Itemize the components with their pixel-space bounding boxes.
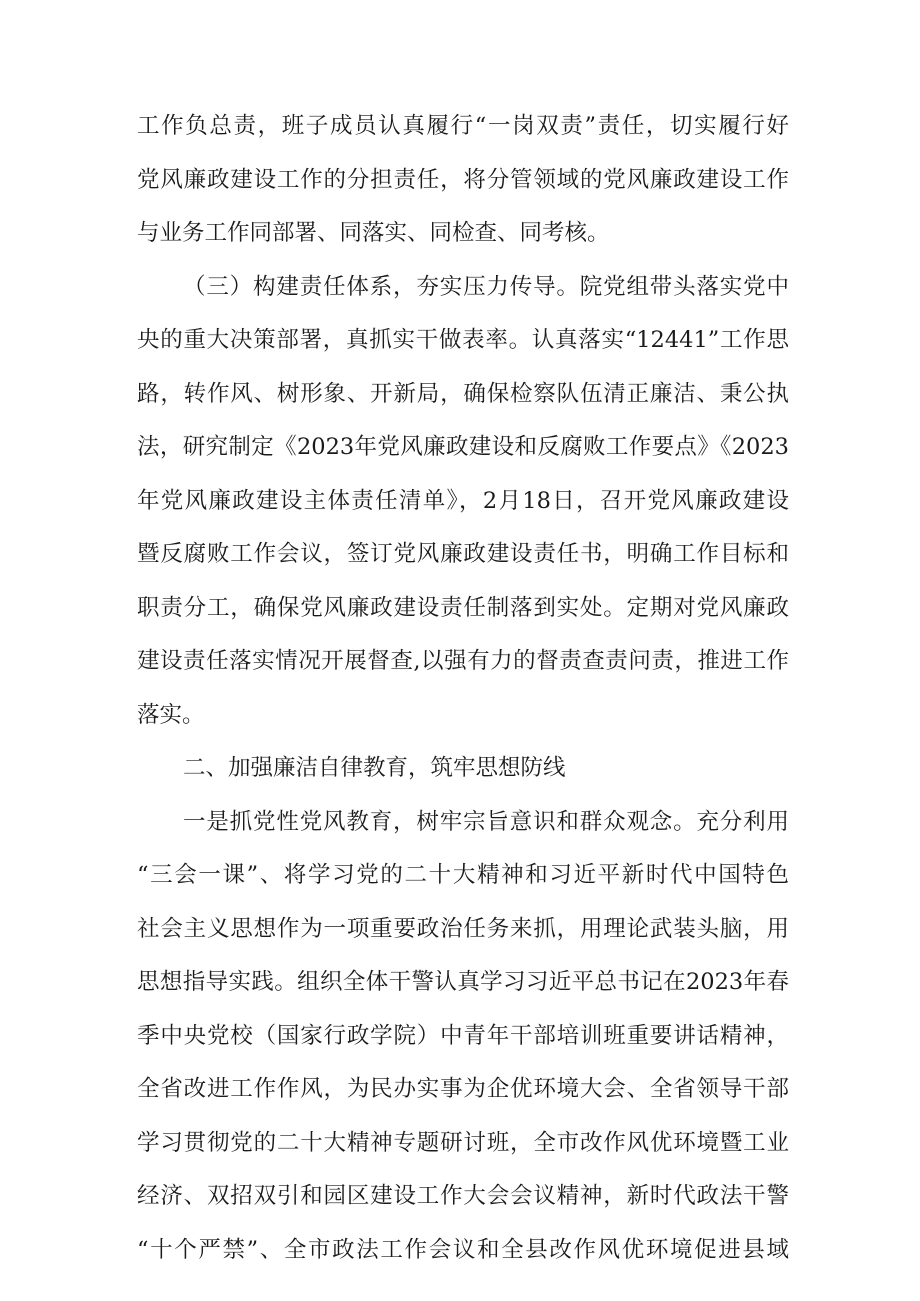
text-line-17: 思想指导实践。组织全体干警认真学习习近平总书记在2023年春 (137, 969, 789, 995)
text-line-19: 全省改进工作作风，为民办实事为企优环境大会、全省领导干部 (137, 1076, 789, 1102)
text-line-14: 一是抓党性党风教育，树牢宗旨意识和群众观念。充分利用 (183, 809, 789, 835)
section-heading-2: 二、加强廉洁自律教育，筑牢思想防线 (183, 755, 566, 781)
text-line-22: “十个严禁”、全市政法工作会议和全县改作风优环境促进县域 (137, 1237, 789, 1263)
text-line-18: 季中央党校（国家行政学院）中青年干部培训班重要讲话精神， (137, 1023, 789, 1049)
text-line-7: 法，研究制定《2023年党风廉政建设和反腐败工作要点》《2023 (137, 434, 789, 460)
text-line-11: 建设责任落实情况开展督查,以强有力的督责查责问责，推进工作 (137, 648, 789, 674)
text-line-16: 社会主义思想作为一项重要政治任务来抓，用理论武装头脑，用 (137, 916, 789, 942)
text-line-15: “三会一课”、将学习党的二十大精神和习近平新时代中国特色 (137, 862, 789, 888)
text-line-12: 落实。 (137, 702, 205, 728)
text-line-10: 职责分工，确保党风廉政建设责任制落到实处。定期对党风廉政 (137, 595, 789, 621)
text-line-3: 与业务工作同部署、同落实、同检查、同考核。 (137, 220, 610, 246)
text-line-8: 年党风廉政建设主体责任清单》，2月18日，召开党风廉政建设 (137, 488, 789, 514)
text-line-6: 路，转作风、树形象、开新局，确保检察队伍清正廉洁、秉公执 (137, 381, 789, 407)
text-line-5: 央的重大决策部署，真抓实干做表率。认真落实“12441”工作思 (137, 327, 789, 353)
text-line-9: 暨反腐败工作会议，签订党风廉政建设责任书，明确工作目标和 (137, 541, 789, 567)
section-heading-3: （三）构建责任体系，夯实压力传导。院党组带头落实党中 (183, 274, 789, 300)
text-line-2: 党风廉政建设工作的分担责任，将分管领域的党风廉政建设工作 (137, 167, 789, 193)
text-line-20: 学习贯彻党的二十大精神专题研讨班，全市改作风优环境暨工业 (137, 1130, 789, 1156)
text-line-1: 工作负总责，班子成员认真履行“一岗双责”责任，切实履行好 (137, 113, 789, 139)
text-line-21: 经济、双招双引和园区建设工作大会会议精神，新时代政法干警 (137, 1183, 789, 1209)
